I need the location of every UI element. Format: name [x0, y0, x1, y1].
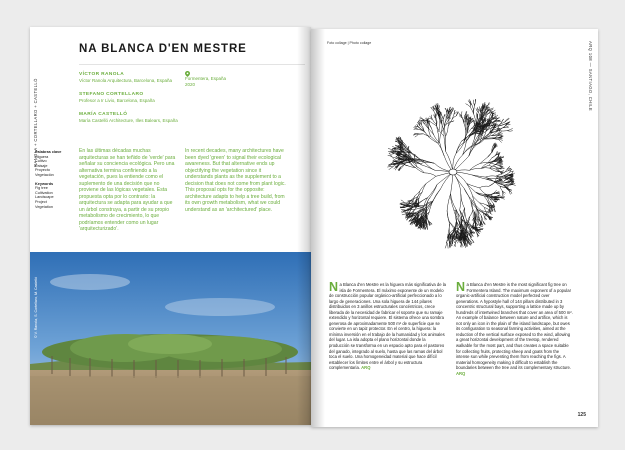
keyword-item: Project: [35, 199, 47, 204]
keywords-en-heading: Keywords: [35, 181, 54, 186]
body-text-spanish: [329, 282, 446, 371]
author-affiliation: Víctor Ranola Arquitectura, Barcelona, España: [79, 78, 173, 83]
gutter-shadow: [311, 29, 325, 427]
author-affiliation: María Castelló Architecture, Illes Balears, España: [79, 118, 178, 123]
author-block-2: [79, 92, 155, 104]
author-name: STEFANO CORTELLARO: [79, 92, 144, 97]
dropcap: N: [456, 280, 466, 294]
fig-tree-landscape-image: [30, 252, 311, 425]
keyword-item: Cultivation: [35, 190, 53, 195]
keyword-item: Proyecto: [35, 168, 50, 173]
keywords-block: [35, 150, 61, 209]
right-page: [311, 29, 598, 427]
author-block-3: [79, 112, 178, 124]
end-mark: ARQ: [361, 365, 371, 371]
article-title: NA BLANCA D'EN MESTRE: [79, 43, 247, 55]
gutter-shadow: [297, 27, 311, 425]
keyword-item: Vegetación: [35, 172, 54, 177]
photo-credit-text: © V. Ranola, S. Cortellaro, M. Castelló: [34, 276, 38, 338]
location-place: Formentera, España: [185, 76, 227, 81]
abstract-english: In recent decades, many architectures have been dyed 'green' to signal their ecological awareness. But that alternative ends up objectifying the vegetation since it understands plants as the supplement to a decision that does not come from plant logic. This proposal opts for the opposite: architecture adapts to help a tree build, from its own growth metabolism, what we could understand as an 'architectured' place.: [185, 148, 286, 213]
dropcap: N: [329, 280, 339, 294]
location-year: 2020: [185, 82, 196, 87]
author-name: MARÍA CASTELLÓ: [79, 112, 128, 117]
keyword-item: Cultivo: [35, 159, 47, 164]
project-location: [185, 76, 226, 88]
author-affiliation: Profesor a Ir Livio, Barcelona, España: [79, 98, 155, 103]
keyword-item: Higuera: [35, 154, 49, 159]
fig-tree-photo: [30, 252, 311, 425]
author-name: VÍCTOR RANOLA: [79, 72, 125, 77]
keyword-item: Vegetation: [35, 204, 53, 209]
photo-credit: [34, 258, 40, 338]
author-running-head: RANOLA + CORTELLARO + CASTELLÓ: [33, 78, 38, 167]
figure-caption: Foto collage | Photo collage: [327, 41, 372, 45]
journal-running-head: ARQ 108 — SANTIAGO, CHILE: [588, 41, 593, 112]
keyword-item: Paisaje: [35, 163, 48, 168]
body-paragraph: a Blanca d'en Mestre is the most significant fig tree on Formentera Island. The maximum exponent of a popular organic-artificial construction model perfected over generations. A hypostyle hall of 144 pillars distributed in 3 concentric structural bays, supporting a lattice made up by hundreds of intertwined branches that cover an area of 500 m². An example of balance between nature and artifice, which is not only an icon in the plain of the island landscape, but owes its configuration to seasonal farming activities, aimed at the reduction of the vertical surface exposed to the wind, allowing a great horizontal development of the treetop, rendered walkable for the most part, and thus creates a space suitable for collecting fruits, protecting sheep and goats from the intense sun while preventing them from reaching the figs. A material homogeneity making it difficult to establish the boundaries between the tree and its complementary structure.: [456, 282, 573, 371]
page-number: 125: [577, 412, 586, 418]
keywords-es-heading: Palabras clave: [35, 150, 62, 154]
left-page: [30, 27, 311, 425]
body-paragraph: a Blanca d'en Mestre es la higuera más significativa de la isla de Formentera. El máximo exponente de un modelo de construcción popular orgánico-artificial perfeccionado a lo largo de generaciones. Una sola higuera de 144 pilares distribuidos en 3 anillos estructurales concéntricos, crece liberada de la necesidad de fabricar el soporte que su ramaje extendido y horizontal requiere. El sistema ofrece una sombra generosa de aproximadamente 500 m² de superficie que se convierte en un tapiz protector. En el centro, la higuera: la mínima inversión en el trabajo de la humanidad y los animales del lugar. La isla adopta el plano horizontal donde la producción se transforma en un espacio apto para el pastoreo del ganado, integrado al suelo, hasta que las ramas del árbol toca el suelo. Una homogeneidad material que hace difícil establecer los límites entre el árbol y su estructura complementaria.: [329, 282, 447, 371]
end-mark: ARQ: [456, 370, 466, 376]
title-divider: [79, 64, 305, 65]
keyword-item: Landscape: [35, 195, 54, 200]
abstract-spanish: En las últimas décadas muchas arquitecturas se han teñido de 'verde' para señalar su conciencia ecológica. Pero una alternativa termina confiriendo a la vegetación, pues la entiende como el suplemento de una decisión que no proviene de las lógicas vegetales. Esta propuesta opta por lo contrario: la arquitectura se adapta para ayudar a que un árbol construya, a partir de su propio metabolismo de crecimiento, lo que podríamos entender como un lugar 'arquitecturizado'.: [79, 148, 176, 232]
keyword-item: Fig tree: [35, 186, 48, 191]
right-side-label: [587, 41, 593, 161]
body-text-english: [456, 282, 573, 376]
fig-tree-plan-drawing: [361, 51, 541, 273]
author-block-1: [79, 72, 172, 84]
tree-trunk-center: [449, 169, 457, 175]
